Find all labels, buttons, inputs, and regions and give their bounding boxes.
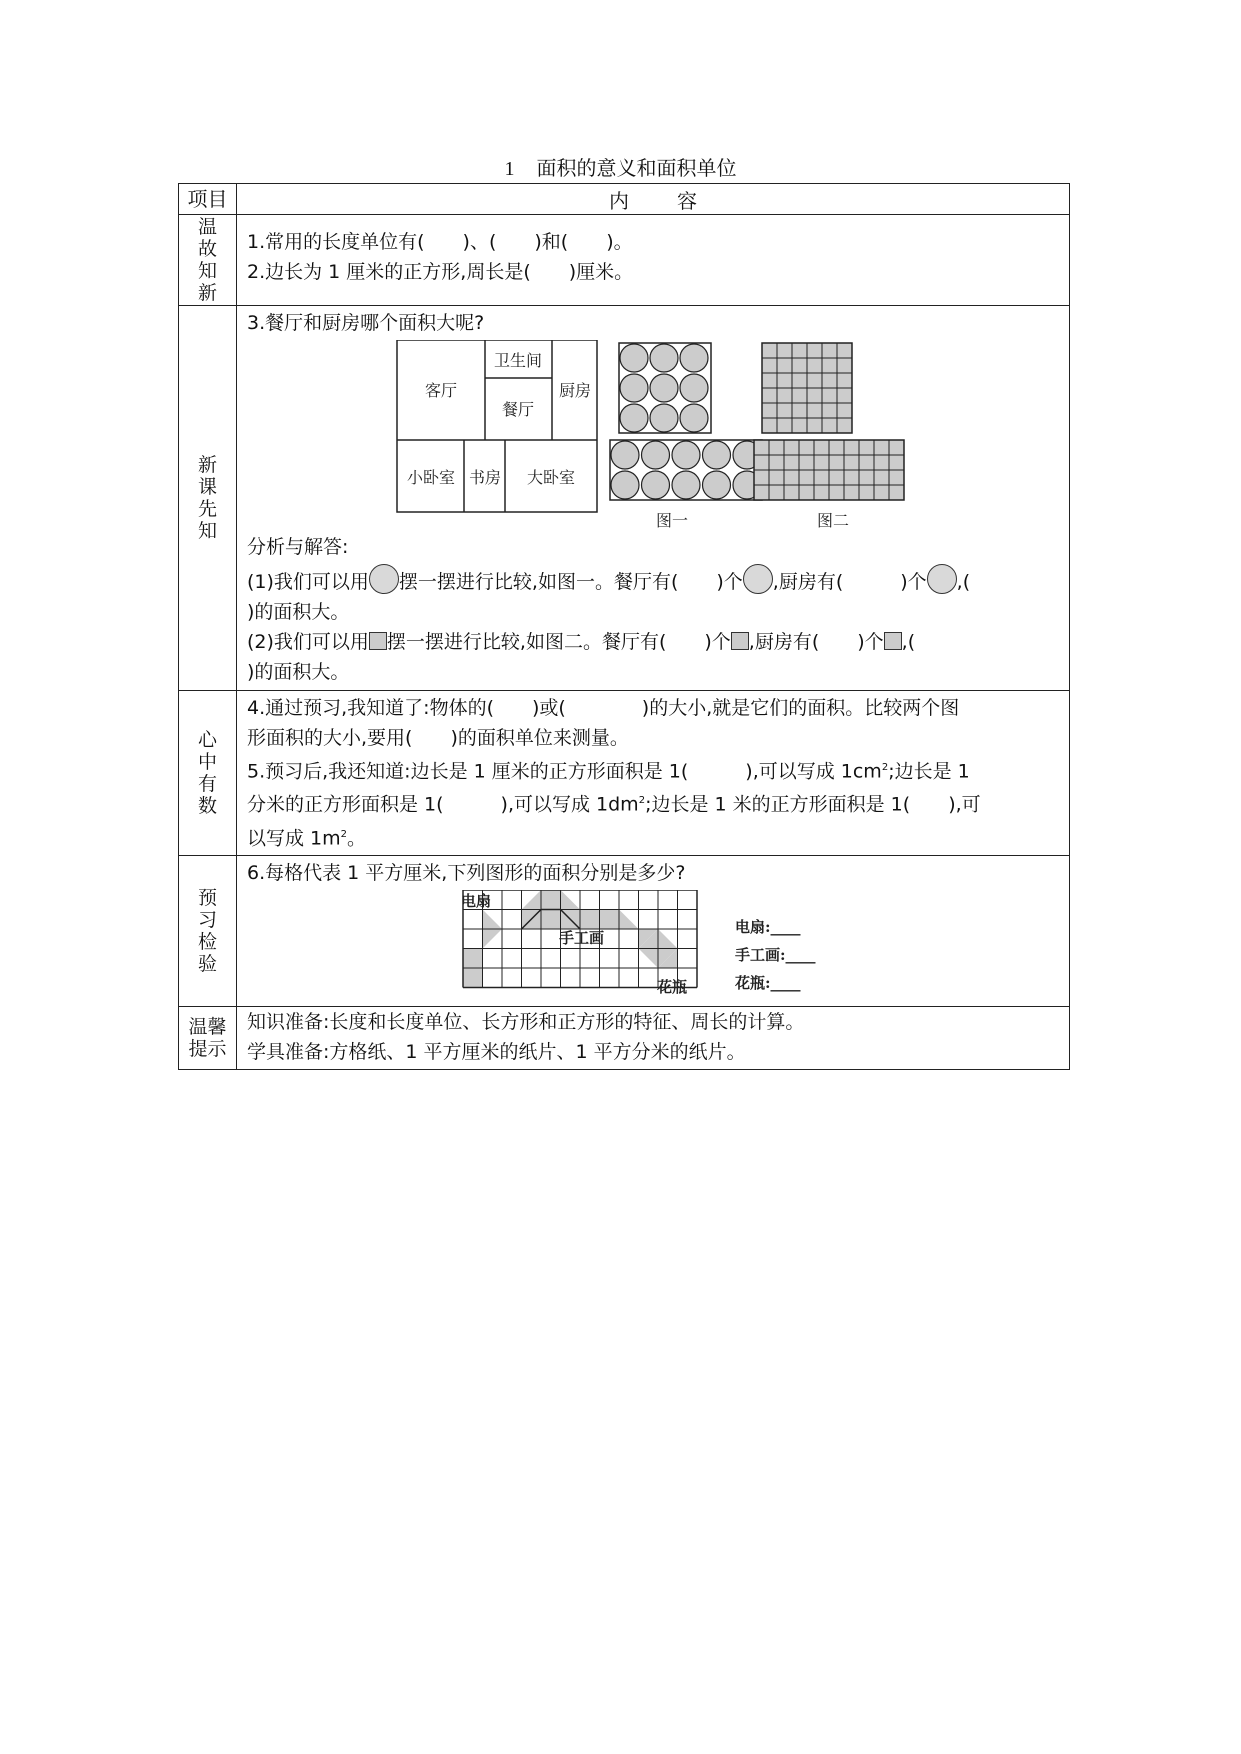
question-2: 2.边长为 1 厘米的正方形,周长是( )厘米。 xyxy=(247,261,634,283)
section-review-label: 温 故 知 新 xyxy=(179,215,237,306)
circle-unit xyxy=(611,441,639,469)
analysis-title: 分析与解答: xyxy=(247,536,349,558)
circle-unit xyxy=(650,344,678,372)
section-in-mind-label: 心 中 有 数 xyxy=(179,691,237,856)
answer-painting: 手工画:____ xyxy=(735,945,816,964)
label-fan: 电扇 xyxy=(461,891,492,910)
square-icon xyxy=(369,632,387,650)
figure-1-caption: 图一 xyxy=(655,511,689,530)
grid-figure-area xyxy=(237,890,1069,1000)
answer-2-line1: (2)我们可以用 摆一摆进行比较,如图二。餐厅有( )个 ,厨房有( )个 ,( xyxy=(247,631,916,653)
label-painting: 手工画 xyxy=(559,928,605,947)
figures-svg xyxy=(237,340,1072,532)
square-icon xyxy=(884,632,902,650)
question-5-line2: 分米的正方形面积是 1( ),可以写成 $1dm^2$;边长是 1 米的正方形面积是 1( ),可 xyxy=(247,793,981,816)
room-living: 客厅 xyxy=(424,381,458,400)
section-new-lesson-content xyxy=(237,306,1070,691)
section-review xyxy=(179,215,1070,306)
answer-vase: 花瓶:____ xyxy=(735,973,801,992)
page-title xyxy=(0,154,1241,183)
header-content: 内容 xyxy=(237,184,1070,215)
answer-1-line1: (1)我们可以用 摆一摆进行比较,如图一。餐厅有( )个 ,厨房有( )个 ,( xyxy=(247,564,1061,597)
figure-2-caption: 图二 xyxy=(816,511,850,530)
room-bathroom: 卫生间 xyxy=(493,351,543,370)
room-small-bedroom: 小卧室 xyxy=(406,468,456,487)
figure-2-grids xyxy=(754,343,904,500)
circle-unit xyxy=(650,404,678,432)
circle-unit xyxy=(680,344,708,372)
header-row xyxy=(179,184,1070,215)
circle-unit xyxy=(611,471,639,499)
section-check xyxy=(179,855,1070,1006)
tip-knowledge: 知识准备:长度和长度单位、长方形和正方形的特征、周长的计算。 xyxy=(247,1010,805,1033)
section-tips-content xyxy=(237,1006,1070,1069)
section-tips-label: 温馨 提示 xyxy=(179,1006,237,1069)
circle-icon xyxy=(369,564,399,594)
room-dining: 餐厅 xyxy=(501,400,535,419)
header-item: 项目 xyxy=(179,184,237,215)
question-4-line1: 4.通过预习,我知道了:物体的( )或( )的大小,就是它们的面积。比较两个图 xyxy=(247,697,960,719)
grid-figure-svg xyxy=(237,890,1072,1000)
question-5-line3: 以写成 $1m^2$。 xyxy=(247,826,367,849)
question-5-line1: 5.预习后,我还知道:边长是 1 厘米的正方形面积是 1( ),可以写成 $1cm^2$;边长是 1 xyxy=(247,760,970,783)
circle-icon xyxy=(927,564,957,594)
title-number: 1 xyxy=(504,158,515,180)
section-check-label: 预 习 检 验 xyxy=(179,855,237,1006)
circle-unit xyxy=(642,471,670,499)
circle-unit xyxy=(680,374,708,402)
section-in-mind xyxy=(179,691,1070,856)
title-text: 面积的意义和面积单位 xyxy=(536,156,737,180)
circle-unit xyxy=(703,441,731,469)
circle-icon xyxy=(743,564,773,594)
circle-unit xyxy=(672,441,700,469)
question-1: 1.常用的长度单位有( )、( )和( )。 xyxy=(247,231,633,253)
circle-unit xyxy=(642,441,670,469)
answer-1-line2: )的面积大。 xyxy=(247,601,350,623)
section-check-content xyxy=(237,855,1070,1006)
question-4-line2: 形面积的大小,要用( )的面积单位来测量。 xyxy=(247,727,629,749)
section-new-lesson xyxy=(179,306,1070,691)
figure-1-circles xyxy=(610,343,762,500)
worksheet-table xyxy=(178,183,1070,1070)
section-tips xyxy=(179,1006,1070,1069)
room-kitchen: 厨房 xyxy=(558,381,592,400)
circle-unit xyxy=(703,471,731,499)
circle-unit xyxy=(672,471,700,499)
room-study: 书房 xyxy=(468,468,502,487)
circle-unit xyxy=(620,344,648,372)
answer-fan: 电扇:____ xyxy=(735,917,801,936)
section-new-lesson-label: 新 课 先 知 xyxy=(179,306,237,691)
circle-unit xyxy=(620,374,648,402)
section-review-content xyxy=(237,215,1070,306)
square-icon xyxy=(731,632,749,650)
circle-unit xyxy=(650,374,678,402)
figures-area xyxy=(237,340,1069,532)
tip-tools: 学具准备:方格纸、1 平方厘米的纸片、1 平方分米的纸片。 xyxy=(247,1040,746,1063)
section-in-mind-content xyxy=(237,691,1070,856)
question-6: 6.每格代表 1 平方厘米,下列图形的面积分别是多少? xyxy=(247,861,686,884)
circle-unit xyxy=(680,404,708,432)
circle-unit xyxy=(620,404,648,432)
label-vase: 花瓶 xyxy=(657,977,688,996)
answer-2-line2: )的面积大。 xyxy=(247,661,350,683)
room-big-bedroom: 大卧室 xyxy=(526,468,576,487)
question-3: 3.餐厅和厨房哪个面积大呢? xyxy=(247,312,485,334)
